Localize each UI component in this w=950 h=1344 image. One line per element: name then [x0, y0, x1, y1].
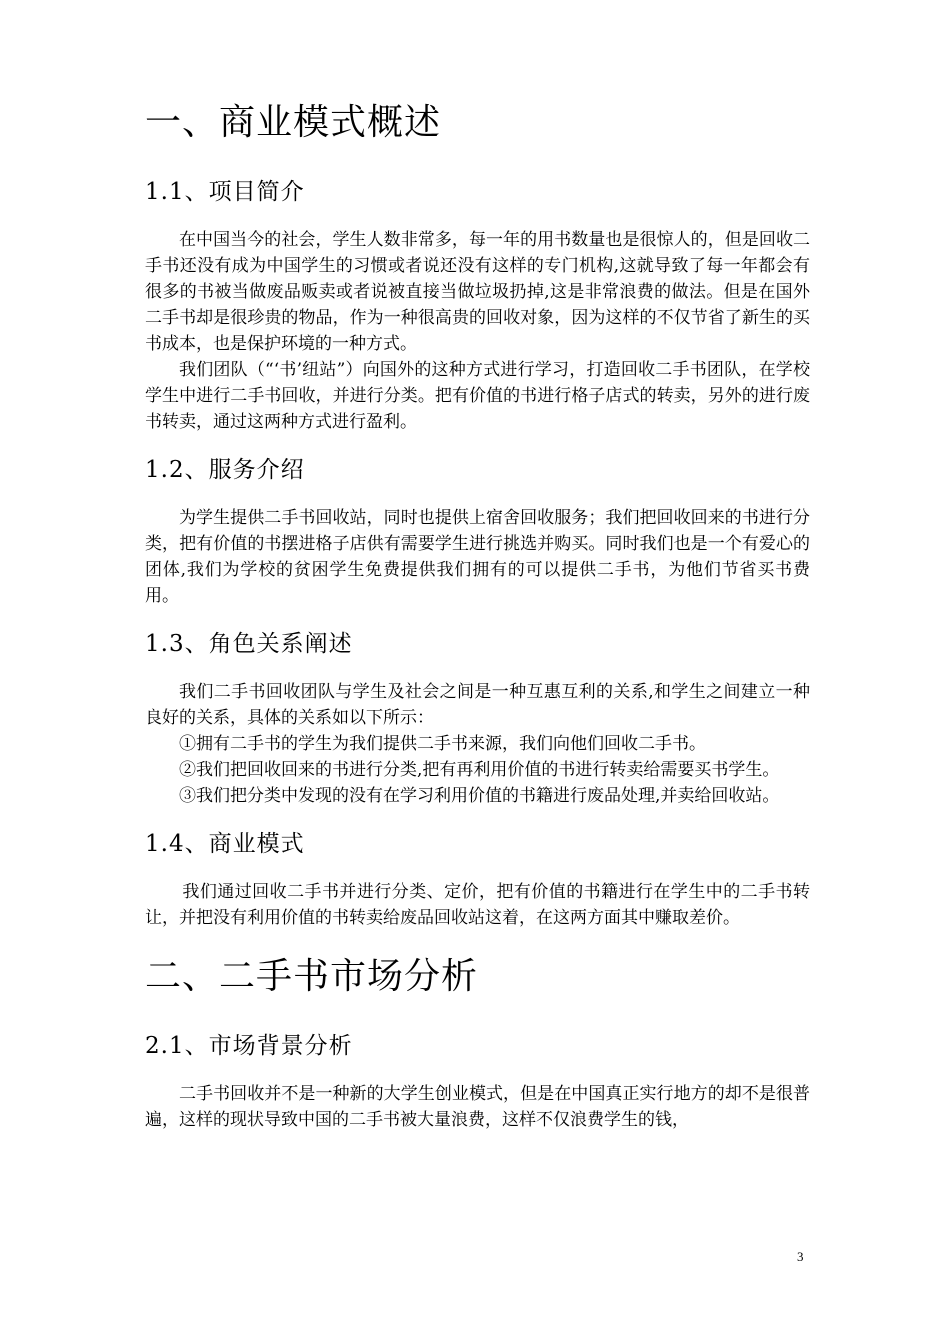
section-1-3-body	[145, 679, 810, 809]
paragraph: 二手书回收并不是一种新的大学生创业模式，但是在中国真正实行地方的却不是很普遍，这样的现状导致中国的二手书被大量浪费，这样不仅浪费学生的钱，	[145, 1084, 810, 1130]
list-item: ②我们把回收回来的书进行分类,把有再利用价值的书进行转卖给需要买书学生。	[179, 760, 780, 780]
page-content	[145, 95, 810, 1151]
page-number: 3	[797, 1249, 804, 1264]
chapter-2-title: 二、二手书市场分析	[145, 956, 479, 997]
section-1-2-heading: 1.2、服务介绍	[145, 457, 305, 483]
paragraph: 在中国当今的社会，学生人数非常多，每一年的用书数量也是很惊人的，但是回收二手书还没有成为中国学生的习惯或者说还没有这样的专门机构,这就导致了每一年都会有很多的书被当做废品贩卖或者说被直接当做垃圾扔掉,这是非常浪费的做法。但是在国外二手书却是很珍贵的物品，作为一种很高贵的回收对象，因为这样的不仅节省了新生的买书成本，也是保护环境的一种方式。	[145, 230, 810, 354]
paragraph: 为学生提供二手书回收站，同时也提供上宿舍回收服务；我们把回收回来的书进行分类，把有价值的书摆进格子店供有需要学生进行挑选并购买。同时我们也是一个有爱心的团体,我们为学校的贫困学生免费提供我们拥有的可以提供二手书，为他们节省买书费用。	[145, 508, 810, 606]
section-1-1-body	[145, 227, 810, 435]
list-item: ③我们把分类中发现的没有在学习利用价值的书籍进行废品处理,并卖给回收站。	[179, 786, 780, 806]
section-1-2-body	[145, 505, 810, 609]
section-1-4-heading: 1.4、商业模式	[145, 831, 305, 857]
chapter-1-title: 一、商业模式概述	[145, 102, 442, 143]
section-2-1-heading: 2.1、市场背景分析	[145, 1033, 353, 1059]
paragraph: 我们通过回收二手书并进行分类、定价，把有价值的书籍进行在学生中的二手书转让，并把没有利用价值的书转卖给废品回收站这着，在这两方面其中赚取差价。	[145, 882, 810, 928]
paragraph: 我们二手书回收团队与学生及社会之间是一种互惠互利的关系,和学生之间建立一种良好的关系，具体的关系如以下所示：	[145, 682, 810, 728]
section-1-1-heading: 1.1、项目简介	[145, 179, 305, 205]
section-2-1-body	[145, 1081, 810, 1133]
section-1-4-body	[145, 879, 810, 931]
section-1-3-heading: 1.3、角色关系阐述	[145, 631, 353, 657]
list-item: ①拥有二手书的学生为我们提供二手书来源，我们向他们回收二手书。	[179, 734, 706, 754]
paragraph: 我们团队（“‘书’纽站”）向国外的这种方式进行学习，打造回收二手书团队，在学校学生中进行二手书回收，并进行分类。把有价值的书进行格子店式的转卖，另外的进行废书转卖，通过这两种方式进行盈利。	[145, 360, 810, 432]
